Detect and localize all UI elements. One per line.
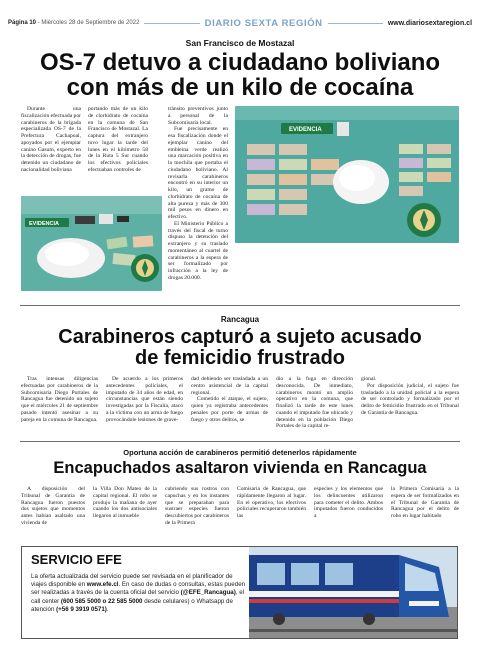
ad-body — [31, 573, 249, 614]
article1-col3-p1: tránsito preventivos junto a personal de la Subcomisaría local. — [168, 106, 228, 126]
article1-column-1 — [21, 106, 81, 191]
article3-column-3 — [165, 486, 229, 542]
page-info — [8, 20, 139, 26]
article1-headline-line1: OS-7 detuvo a ciudadano boliviano — [39, 49, 441, 76]
article1-column-3 — [168, 106, 228, 296]
efe-service-ad — [21, 546, 458, 639]
article1-col3-p3: El Ministerio Público a través del fiscal de turno dispuso la detención del extranjero y su traslado momentáneo al cuartel de carabineros a la espera de ser formalizado por infracción a la ley de drogas 20.000. — [168, 220, 228, 281]
section-divider-2 — [20, 441, 460, 442]
article3-column-4 — [237, 486, 306, 542]
ad-text-5: . — [106, 605, 109, 613]
ad-title: SERVICIO EFE — [31, 552, 122, 567]
article2-column-3 — [191, 376, 268, 438]
article3-column-5 — [314, 486, 383, 542]
article2-col3-p1: dad debiendo ser trasladada a un centro asistencial de la capital regional. — [191, 376, 268, 396]
issue-date: - Miércoles 28 de Septiembre de 2022 — [36, 20, 140, 26]
article2-kicker: Rancagua — [220, 315, 260, 324]
article2-column-1 — [21, 376, 98, 438]
article3-col3-text: cubriendo sus rostros con capuchas y en los instantes que se preparaban para sustraer especies fueron descubiertos por carabineros de la Primera — [165, 486, 229, 526]
newspaper-url[interactable]: www.diariosextaregion.cl — [387, 19, 473, 27]
ad-phones: (600 585 5000 o 22 585 5000 — [60, 597, 143, 605]
article3-kicker: Oportuna acción de carabineros permitió detenerlos rápidamente — [123, 448, 357, 457]
article3-col5-text: especies y los elementos que los delincuentes utilizaron para cometer el delito. Ambos imputados fueron conducidos a — [314, 486, 383, 519]
article2-col1-text: Tras intensas diligencias efectuadas por carabineros de la Subcomisaría Diego Portales de Rancagua fue detenido un sujeto que el miércoles 21 de septiembre pasado intentó asesinar a su pareja en la comuna de Rancagua. — [21, 376, 98, 423]
article3-headline: Encapuchados asaltaron vivienda en Rancagua — [53, 459, 427, 477]
article3-column-2 — [93, 486, 157, 542]
article3-column-6 — [391, 486, 459, 542]
evidencia-label-right: EVIDENCIA — [289, 127, 322, 133]
article2-col5-p1: gional. — [361, 376, 377, 382]
article1-headline-line2: con más de un kilo de cocaína — [66, 74, 414, 102]
section-divider-1 — [20, 305, 460, 306]
article2-headline-line1: Carabineros capturó a sujeto acusado — [58, 326, 422, 348]
evidencia-label-left: EVIDENCIA — [29, 221, 59, 227]
page-number: Página 10 — [8, 20, 37, 26]
article2-headline — [10, 327, 470, 369]
ad-text-2: . En caso de dudas o consultas, estas pueden ser realizadas a través de la cuenta oficial del servicio — [31, 581, 246, 597]
article1-col2-text: portando más de un kilo de clorhidrato de cocaína en la comuna de San Francisco de Mostazal. La captura del extranjero tuvo lugar la tarde del lunes en el kilómetro 58 de la Ruta 5 Sur cuando los efectivos policiales efectuaban controles de — [88, 106, 148, 173]
article1-column-2 — [88, 106, 148, 191]
ad-website[interactable]: www.efe.cl — [86, 581, 119, 589]
article3-col2-text: la Villa Don Mateo de la capital regional. El robo se produjo la mañana de ayer cuando los dos antisociales llegaron al inmueble — [93, 486, 157, 519]
article2-column-2 — [106, 376, 183, 438]
drugs-evidence-photo — [21, 196, 162, 291]
article3-column-1 — [21, 486, 85, 542]
article3-col1-text: A disposición del Tribunal de Garantía de Rancagua fueron puestos dos sujetos que momentos antes habían asaltado una vivienda de — [21, 486, 85, 526]
article3-col6-text: la Primera Comisaría a la espera de ser formalizados en el Tribunal de Garantía de Rancagua por el delito de robo en lugar habitado — [391, 486, 459, 519]
ad-text-3: , el call center — [31, 589, 245, 605]
header-rule-left — [144, 23, 199, 24]
article1-headline — [10, 50, 470, 100]
article1-col1-text: Durante una fiscalización efectuada por carabineros de la brigada especializada OS-7 de la Prefectura Cachapoal, apoyados por el ejemplar canino Gasum, experto en la detección de drogas, fue detenido un ciudadano de nacionalidad boliviana — [21, 106, 81, 173]
ad-text-4: desde celulares) o Whatsapp de atención — [31, 597, 233, 613]
ad-whatsapp: (+56 9 3919 0571) — [56, 605, 107, 613]
ad-text-1: La oferta actualizada del servicio puede ser revisada en el planificador de viajes disponible en — [31, 573, 233, 589]
money-drugs-table-photo — [235, 106, 459, 243]
article2-col4-text: dio a la fuga en dirección desconocida. De inmediato, carabineros montó un amplio operativo en la comuna, que finalizó la tarde de este lunes cuando el imputado fue ubicado y detenido en la población Diego Portales de la capital re- — [276, 376, 353, 430]
article3-col4-text: Comisaría de Rancagua, que rápidamente llegaron al lugar. En el operativo, los efectivos policiales recuperaron también las — [237, 486, 306, 519]
article1-kicker: San Francisco de Mostazal — [185, 38, 295, 48]
newspaper-brand: DIARIO SEXTA REGIÓN — [204, 17, 323, 29]
article2-column-5 — [361, 376, 459, 438]
article2-col3-p2: Cometido el ataque, el sujeto, quien ya registraba antecedentes penales por porte de armas de fuego y otros delitos, se — [191, 396, 268, 423]
train-photo — [249, 547, 457, 638]
page-header — [8, 16, 472, 30]
article1-col3-p2: Fue precisamente en esa fiscalización donde el ejemplar canino del embleina verde realizó una marcación positiva en la mochila que portaba el ciudadano boliviano. Al revisarla carabineros encontró en su interior un kilo, un gramo de clorhidrato de cocaína de alta pureza y más de 300 mil pesos en dinero en efectivo. — [168, 126, 228, 220]
article2-col2-text: De acuerdo a los primeros antecedentes policiales, el imputado de 34 años de edad, en circunstancias que están siendo investigadas por la Fiscalía, atacó a la víctima con un arma de fuego provocándole lesiones de grave- — [106, 376, 183, 423]
header-rule-right — [328, 23, 383, 24]
article2-headline-line2: de femicidio frustrado — [134, 347, 346, 369]
article2-col5-p2: Por disposición judicial, el sujeto fue trasladado a la unidad policial a la espera de ser controlado y formalizado por el delito de femicidio frustrado en el Tribunal de Garantía de Rancagua. — [361, 382, 459, 416]
article2-column-4 — [276, 376, 353, 438]
ad-twitter-handle[interactable]: (@EFE_Rancagua) — [180, 589, 236, 597]
